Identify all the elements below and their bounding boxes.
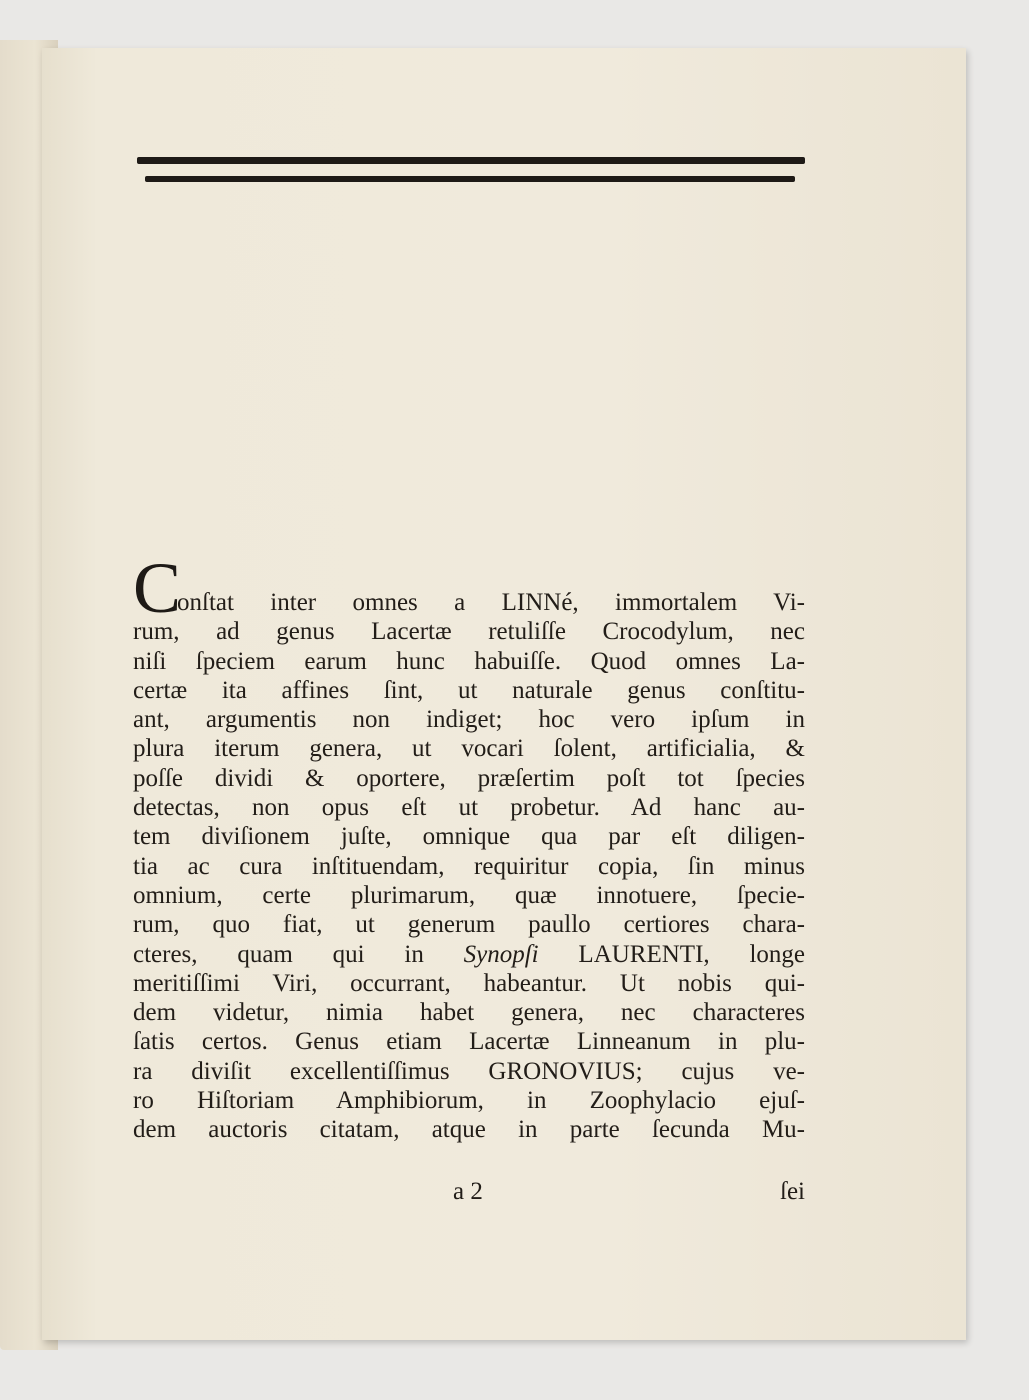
header-rule-thick [137, 157, 805, 164]
text-line: niſi ſpeciem earum hunc habuiſſe. Quod omnes La- [133, 647, 805, 675]
text-line: ra diviſit excellentiſſimus GRONOVIUS; cujus ve- [133, 1057, 805, 1085]
text-line-mixed [133, 940, 805, 969]
text-line: rum, ad genus Lacertæ retuliſſe Crocodylum, nec [133, 618, 805, 646]
text-line: dem auctoris citatam, atque in parte ſecunda Mu- [133, 1116, 805, 1144]
signature-mark: a 2 [453, 1178, 483, 1205]
page-footer [133, 1178, 805, 1208]
body-text [133, 588, 805, 1145]
header-rule-thin [145, 176, 795, 182]
text-line: meritiſſimi Viri, occurrant, habeantur. Ut nobis qui- [133, 969, 805, 997]
text-line: tem diviſionem juſte, omnique qua par eſt diligen- [133, 823, 805, 851]
text-line: ant, argumentis non indiget; hoc vero ipſum in [133, 706, 805, 734]
text-line: certæ ita affines ſint, ut naturale genus conſtitu- [133, 676, 805, 704]
text-segment: LAURENTI, longe [538, 940, 805, 968]
text-line: omnium, certe plurimarum, quæ innotuere, ſpecie- [133, 881, 805, 909]
text-line: rum, quo fiat, ut generum paullo certiores chara- [133, 911, 805, 939]
text-line: detectas, non opus eſt ut probetur. Ad hanc au- [133, 794, 805, 822]
text-line: poſſe dividi & oportere, præſertim poſt tot ſpecies [133, 764, 805, 792]
drop-cap: C [133, 548, 182, 628]
text-line: dem videtur, nimia habet genera, nec characteres [133, 999, 805, 1027]
italic-title: Synopſi [463, 940, 539, 968]
text-line: plura iterum genera, ut vocari ſolent, artificialia, & [133, 735, 805, 763]
text-segment: cteres, quam qui in [133, 940, 464, 968]
text-line: tia ac cura inſtituendam, requiritur copia, ſin minus [133, 852, 805, 880]
text-line: ro Hiſtoriam Amphibiorum, in Zoophylacio ejuſ- [133, 1087, 805, 1115]
text-line: ſatis certos. Genus etiam Lacertæ Linneanum in plu- [133, 1028, 805, 1056]
catchword: ſei [780, 1178, 805, 1205]
text-line: onſtat inter omnes a LINNé, immortalem Vi- [177, 589, 805, 616]
